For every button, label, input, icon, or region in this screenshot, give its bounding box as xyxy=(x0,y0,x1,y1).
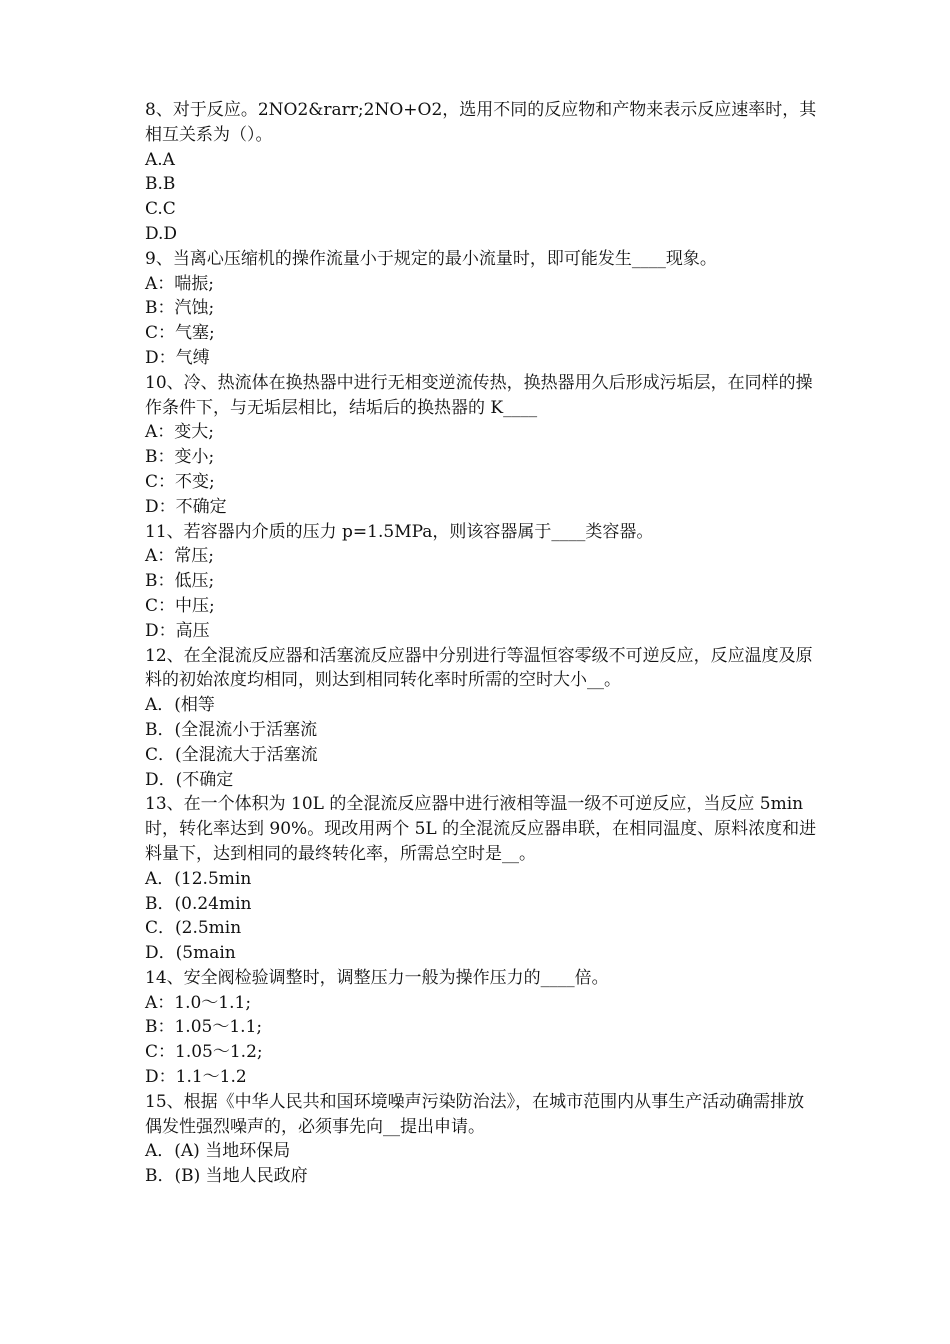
option-d: D：高压 xyxy=(145,620,210,641)
question-list xyxy=(145,98,817,1189)
question-text: 9、当离心压缩机的操作流量小于规定的最小流量时，即可能发生____现象。 xyxy=(145,248,717,269)
option-d: D：不确定 xyxy=(145,496,227,517)
option-b: B．(B) 当地人民政府 xyxy=(145,1166,308,1187)
question-15 xyxy=(145,1090,817,1189)
option-c: C．(2.5min xyxy=(145,918,242,939)
option-b: B：1.05～1.1; xyxy=(145,1017,263,1038)
option-d: D：1.1～1.2 xyxy=(145,1067,247,1088)
option-c: C：中压; xyxy=(145,595,215,616)
question-text: 11、若容器内介质的压力 p=1.5MPa，则该容器属于____类容器。 xyxy=(145,521,654,542)
option-d: D.D xyxy=(145,223,178,244)
option-a: A．(A) 当地环保局 xyxy=(145,1141,291,1162)
option-a: A.A xyxy=(145,149,175,170)
option-c: C：1.05～1.2; xyxy=(145,1042,263,1063)
option-c: C：不变; xyxy=(145,471,215,492)
question-text: 12、在全混流反应器和活塞流反应器中分别进行等温恒容零级不可逆反应，反应温度及原料的初始浓度均相同，则达到相同转化率时所需的空时大小__。 xyxy=(145,645,813,691)
question-text: 14、安全阀检验调整时，调整压力一般为操作压力的____倍。 xyxy=(145,967,609,988)
question-14 xyxy=(145,966,817,1090)
question-10 xyxy=(145,371,817,520)
question-8 xyxy=(145,98,817,247)
option-a: A：变大; xyxy=(145,422,215,443)
option-b: B．(0.24min xyxy=(145,893,252,914)
question-12 xyxy=(145,644,817,793)
option-d: D：气缚 xyxy=(145,347,210,368)
option-b: B：汽蚀; xyxy=(145,298,215,319)
option-c: C.C xyxy=(145,199,176,220)
option-a: A：喘振; xyxy=(145,273,215,294)
question-9 xyxy=(145,247,817,371)
option-b: B：低压; xyxy=(145,571,215,592)
option-a: A：常压; xyxy=(145,546,215,567)
option-a: A：1.0～1.1; xyxy=(145,992,252,1013)
option-d: D．(5main xyxy=(145,943,236,964)
question-text: 15、根据《中华人民共和国环境噪声污染防治法》，在城市范围内从事生产活动确需排放偶发性强烈噪声的，必须事先向__提出申请。 xyxy=(145,1091,805,1137)
option-d: D．(不确定 xyxy=(145,769,234,790)
option-c: C．(全混流大于活塞流 xyxy=(145,744,318,765)
question-11 xyxy=(145,520,817,644)
option-a: A．(相等 xyxy=(145,695,215,716)
question-text: 10、冷、热流体在换热器中进行无相变逆流传热，换热器用久后形成污垢层，在同样的操作条件下，与无垢层相比，结垢后的换热器的 K____ xyxy=(145,372,813,418)
question-text: 8、对于反应。2NO2&rarr;2NO+O2，选用不同的反应物和产物来表示反应速率时，其相互关系为（）。 xyxy=(145,100,817,145)
option-a: A．(12.5min xyxy=(145,868,252,889)
question-text: 13、在一个体积为 10L 的全混流反应器中进行液相等温一级不可逆反应，当反应 5min 时，转化率达到 90%。现改用两个 5L 的全混流反应器串联，在相同温度、原料浓度和进料量下，达到相同的最终转化率，所需总空时是__。 xyxy=(145,794,817,864)
option-b: B：变小; xyxy=(145,447,215,468)
option-b: B.B xyxy=(145,174,176,195)
option-b: B．(全混流小于活塞流 xyxy=(145,719,318,740)
option-c: C：气塞; xyxy=(145,323,215,344)
question-13 xyxy=(145,792,817,966)
